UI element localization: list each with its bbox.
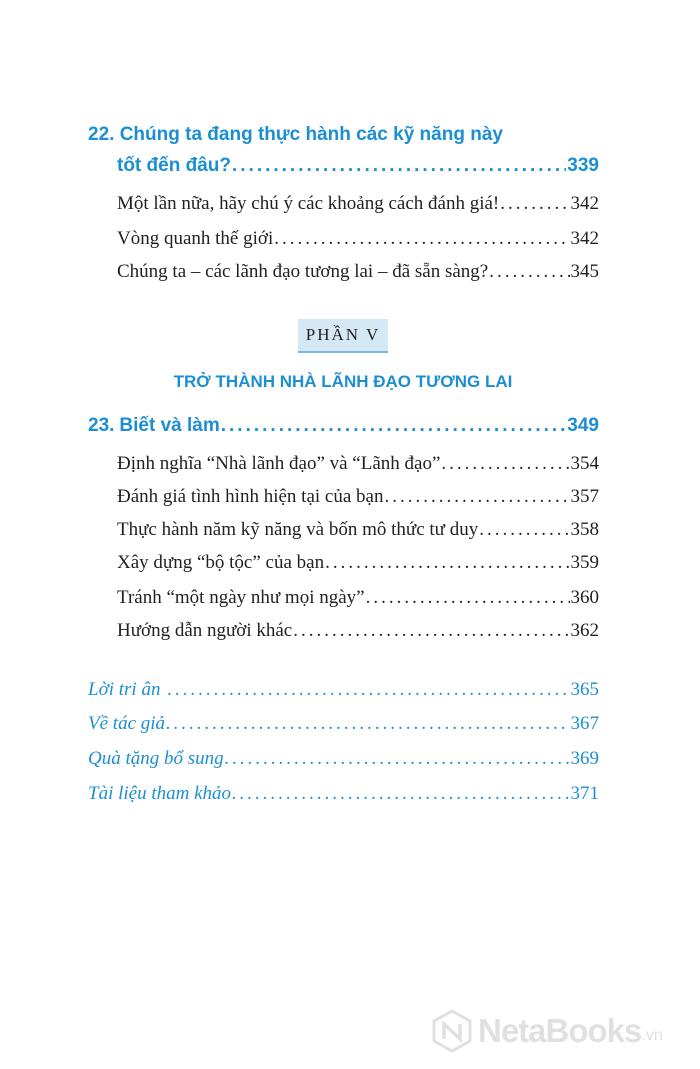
chapter-23-number: 23. [88, 415, 115, 436]
dot-leader [441, 453, 569, 475]
watermark-brand: NetaBooks [478, 1012, 642, 1049]
back-matter-title: Về tác giả [88, 713, 166, 734]
section-title: Hướng dẫn người khác [117, 620, 293, 641]
back-matter-page: 371 [570, 783, 599, 804]
dot-leader [274, 228, 569, 250]
back-matter-title: Lời tri ân [88, 679, 161, 700]
dot-leader [166, 713, 569, 735]
dot-leader [221, 415, 567, 437]
netabooks-logo-icon [430, 1009, 474, 1053]
section-page: 354 [570, 453, 599, 474]
part-title: TRỞ THÀNH NHÀ LÃNH ĐẠO TƯƠNG LAI [173, 372, 513, 391]
dot-leader [293, 620, 569, 642]
section-page: 358 [570, 519, 599, 540]
chapter-22-title-cont: tốt đến đâu? [117, 155, 231, 176]
toc-section-entry[interactable] [117, 486, 599, 508]
section-title: Đánh giá tình hình hiện tại của bạn [117, 486, 384, 507]
chapter-23-title: Biết và làm [119, 415, 220, 436]
back-matter-page: 365 [570, 679, 599, 700]
part-label-box [298, 319, 388, 353]
section-page: 342 [570, 193, 599, 214]
back-matter-title: Quà tặng bổ sung [88, 748, 224, 769]
chapter-23-page: 349 [567, 415, 599, 436]
dot-leader [384, 486, 569, 508]
dot-leader [232, 783, 569, 805]
section-title: Định nghĩa “Nhà lãnh đạo” và “Lãnh đạo” [117, 453, 441, 474]
dot-leader [232, 155, 566, 177]
dot-leader [489, 261, 569, 283]
dot-leader [479, 519, 569, 541]
chapter-22-page: 339 [567, 155, 599, 176]
section-page: 357 [570, 486, 599, 507]
toc-section-entry[interactable] [117, 228, 599, 250]
chapter-23-entry[interactable] [88, 415, 599, 437]
back-matter-entry[interactable] [88, 783, 599, 805]
toc-section-entry[interactable] [117, 587, 599, 609]
dot-leader [167, 679, 569, 701]
part-label: PHẦN V [305, 325, 381, 344]
dot-leader [500, 193, 569, 215]
toc-section-entry[interactable] [117, 519, 599, 541]
section-page: 359 [570, 552, 599, 573]
chapter-22-entry[interactable] [117, 155, 599, 177]
back-matter-entry[interactable] [88, 748, 599, 770]
toc-section-entry[interactable] [117, 453, 599, 475]
section-page: 362 [570, 620, 599, 641]
section-title: Chúng ta – các lãnh đạo tương lai – đã sẵn sàng? [117, 261, 489, 282]
netabooks-watermark [430, 1006, 692, 1056]
toc-section-entry[interactable] [117, 193, 599, 215]
back-matter-page: 369 [570, 748, 599, 769]
back-matter-title: Tài liệu tham khảo [88, 783, 232, 804]
section-title: Tránh “một ngày như mọi ngày” [117, 587, 365, 608]
chapter-22-title: Chúng ta đang thực hành các kỹ năng này [119, 124, 503, 145]
watermark-suffix: .vn [641, 1027, 663, 1044]
dot-leader [225, 748, 570, 770]
section-title: Xây dựng “bộ tộc” của bạn [117, 552, 325, 573]
toc-section-entry[interactable] [117, 620, 599, 642]
back-matter-entry[interactable] [88, 713, 599, 735]
section-page: 360 [570, 587, 599, 608]
chapter-22-number: 22. [88, 124, 115, 145]
dot-leader [366, 587, 570, 609]
section-title: Vòng quanh thế giới [117, 228, 274, 249]
toc-section-entry[interactable] [117, 552, 599, 574]
toc-section-entry[interactable] [117, 261, 599, 283]
chapter-22-title-line1[interactable] [88, 124, 503, 146]
dot-leader [325, 552, 569, 574]
section-page: 345 [570, 261, 599, 282]
section-title: Thực hành năm kỹ năng và bốn mô thức tư duy [117, 519, 479, 540]
section-page: 342 [570, 228, 599, 249]
section-title: Một lần nữa, hãy chú ý các khoảng cách đánh giá! [117, 193, 500, 214]
back-matter-page: 367 [570, 713, 599, 734]
back-matter-entry[interactable] [88, 679, 599, 701]
